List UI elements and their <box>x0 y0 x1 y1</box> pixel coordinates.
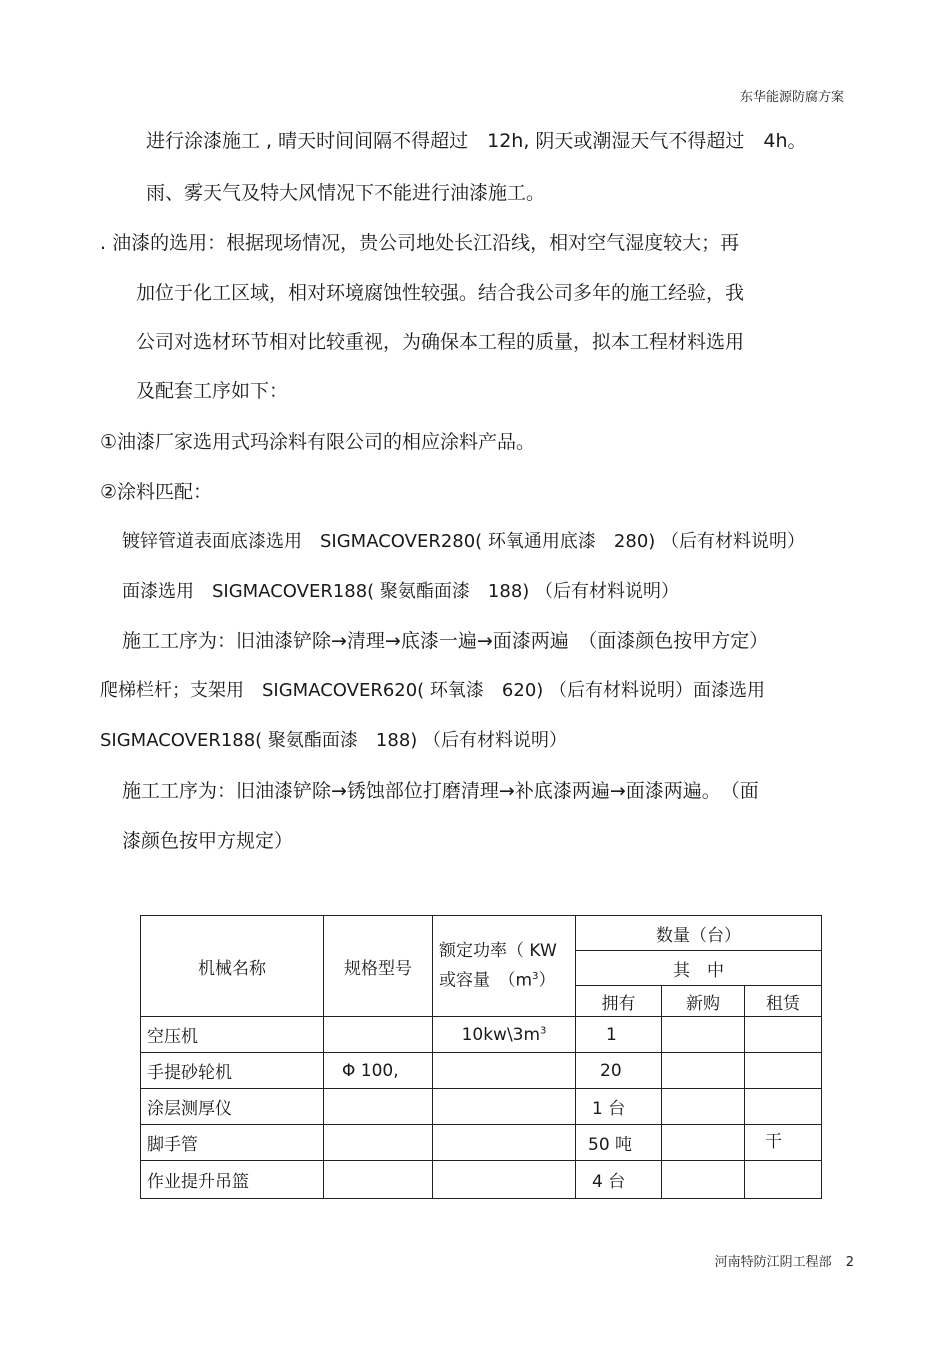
cell-name: 作业提升吊篮 <box>141 1161 324 1199</box>
cell-rent <box>745 1017 822 1053</box>
body-line: 及配套工序如下： <box>136 380 289 402</box>
cell-rent <box>745 1089 822 1125</box>
page-number: 2 <box>845 1255 854 1270</box>
cell-new <box>662 1089 745 1125</box>
page-footer <box>715 1251 854 1270</box>
cell-power <box>433 1161 576 1199</box>
table-row <box>141 1125 822 1161</box>
cell-name: 涂层测厚仪 <box>141 1089 324 1125</box>
cell-own: 4 台 <box>576 1161 662 1199</box>
body-line: SIGMACOVER188( 聚氨酯面漆 188) （后有材料说明） <box>100 730 568 751</box>
cell-power: $10kw\backslash 3m^3$ <box>433 1017 576 1053</box>
cell-power <box>433 1089 576 1125</box>
header-quantity: 数量（台） <box>576 916 822 951</box>
cell-name: 脚手管 <box>141 1125 324 1161</box>
cell-own: 50 吨 <box>576 1125 662 1161</box>
table-row <box>141 1017 822 1053</box>
cell-spec <box>324 1089 433 1125</box>
equipment-table <box>140 915 822 1199</box>
header-own: 拥有 <box>576 986 662 1017</box>
body-line: 施工工序为：旧油漆铲除→清理→底漆一遍→面漆两遍 （面漆颜色按甲方定） <box>122 630 769 652</box>
page-header: 东华能源防腐方案 <box>739 90 844 105</box>
cell-own: 1 台 <box>576 1089 662 1125</box>
cell-spec <box>324 1017 433 1053</box>
body-line: 镀锌管道表面底漆选用 SIGMACOVER280( 环氧通用底漆 280) （后有材料说明） <box>122 531 806 552</box>
body-line: ①油漆厂家选用式玛涂料有限公司的相应涂料产品。 <box>100 431 536 453</box>
header-power-line1: 额定功率（ KW <box>439 941 557 962</box>
header-of-which: 其 中 <box>576 951 822 986</box>
table-row <box>141 1089 822 1125</box>
footer-org: 河南特防江阴工程部 <box>714 1255 832 1270</box>
body-line: 进行涂漆施工 , 晴天时间间隔不得超过 12h, 阴天或潮湿天气不得超过 4h。 <box>146 130 807 152</box>
cell-rent <box>745 1161 822 1199</box>
cell-own: 1 <box>576 1017 662 1053</box>
header-new: 新购 <box>662 986 745 1017</box>
body-line: 施工工序为：旧油漆铲除→锈蚀部位打磨清理→补底漆两遍→面漆两遍。 （面 <box>122 780 759 802</box>
cell-spec <box>324 1125 433 1161</box>
header-power <box>433 916 576 1017</box>
cell-new <box>662 1161 745 1199</box>
body-line: 面漆选用 SIGMACOVER188( 聚氨酯面漆 188) （后有材料说明） <box>122 581 680 602</box>
cell-power <box>433 1125 576 1161</box>
cell-rent: 干 <box>745 1125 822 1161</box>
body-line: 雨、雾天气及特大风情况下不能进行油漆施工。 <box>146 182 546 204</box>
body-line: 加位于化工区域，相对环境腐蚀性较强。结合我公司多年的施工经验，我 <box>136 282 745 304</box>
body-line: 爬梯栏杆；支架用 SIGMACOVER620( 环氧漆 620) （后有材料说明）面漆选用 <box>100 680 766 701</box>
cell-new <box>662 1053 745 1089</box>
body-line: 公司对选材环节相对比较重视，为确保本工程的质量，拟本工程材料选用 <box>136 331 745 353</box>
cell-power <box>433 1053 576 1089</box>
cell-spec: Φ 100, <box>324 1053 433 1089</box>
cell-new <box>662 1017 745 1053</box>
header-rent: 租赁 <box>745 986 822 1017</box>
header-spec: 规格型号 <box>324 916 433 1017</box>
table-row <box>141 1161 822 1199</box>
body-line: 漆颜色按甲方规定） <box>122 830 294 852</box>
cell-new <box>662 1125 745 1161</box>
body-line: ②涂料匹配： <box>100 481 213 503</box>
cell-spec <box>324 1161 433 1199</box>
cell-own: 20 <box>576 1053 662 1089</box>
cell-name: 空压机 <box>141 1017 324 1053</box>
header-power-line2: 或容量 $(m^3)$ <box>439 970 556 991</box>
cell-rent <box>745 1053 822 1089</box>
header-name: 机械名称 <box>141 916 324 1017</box>
body-line: . 油漆的选用：根据现场情况，贵公司地处长江沿线，相对空气湿度较大；再 <box>100 232 740 254</box>
cell-name: 手提砂轮机 <box>141 1053 324 1089</box>
table-row <box>141 1053 822 1089</box>
